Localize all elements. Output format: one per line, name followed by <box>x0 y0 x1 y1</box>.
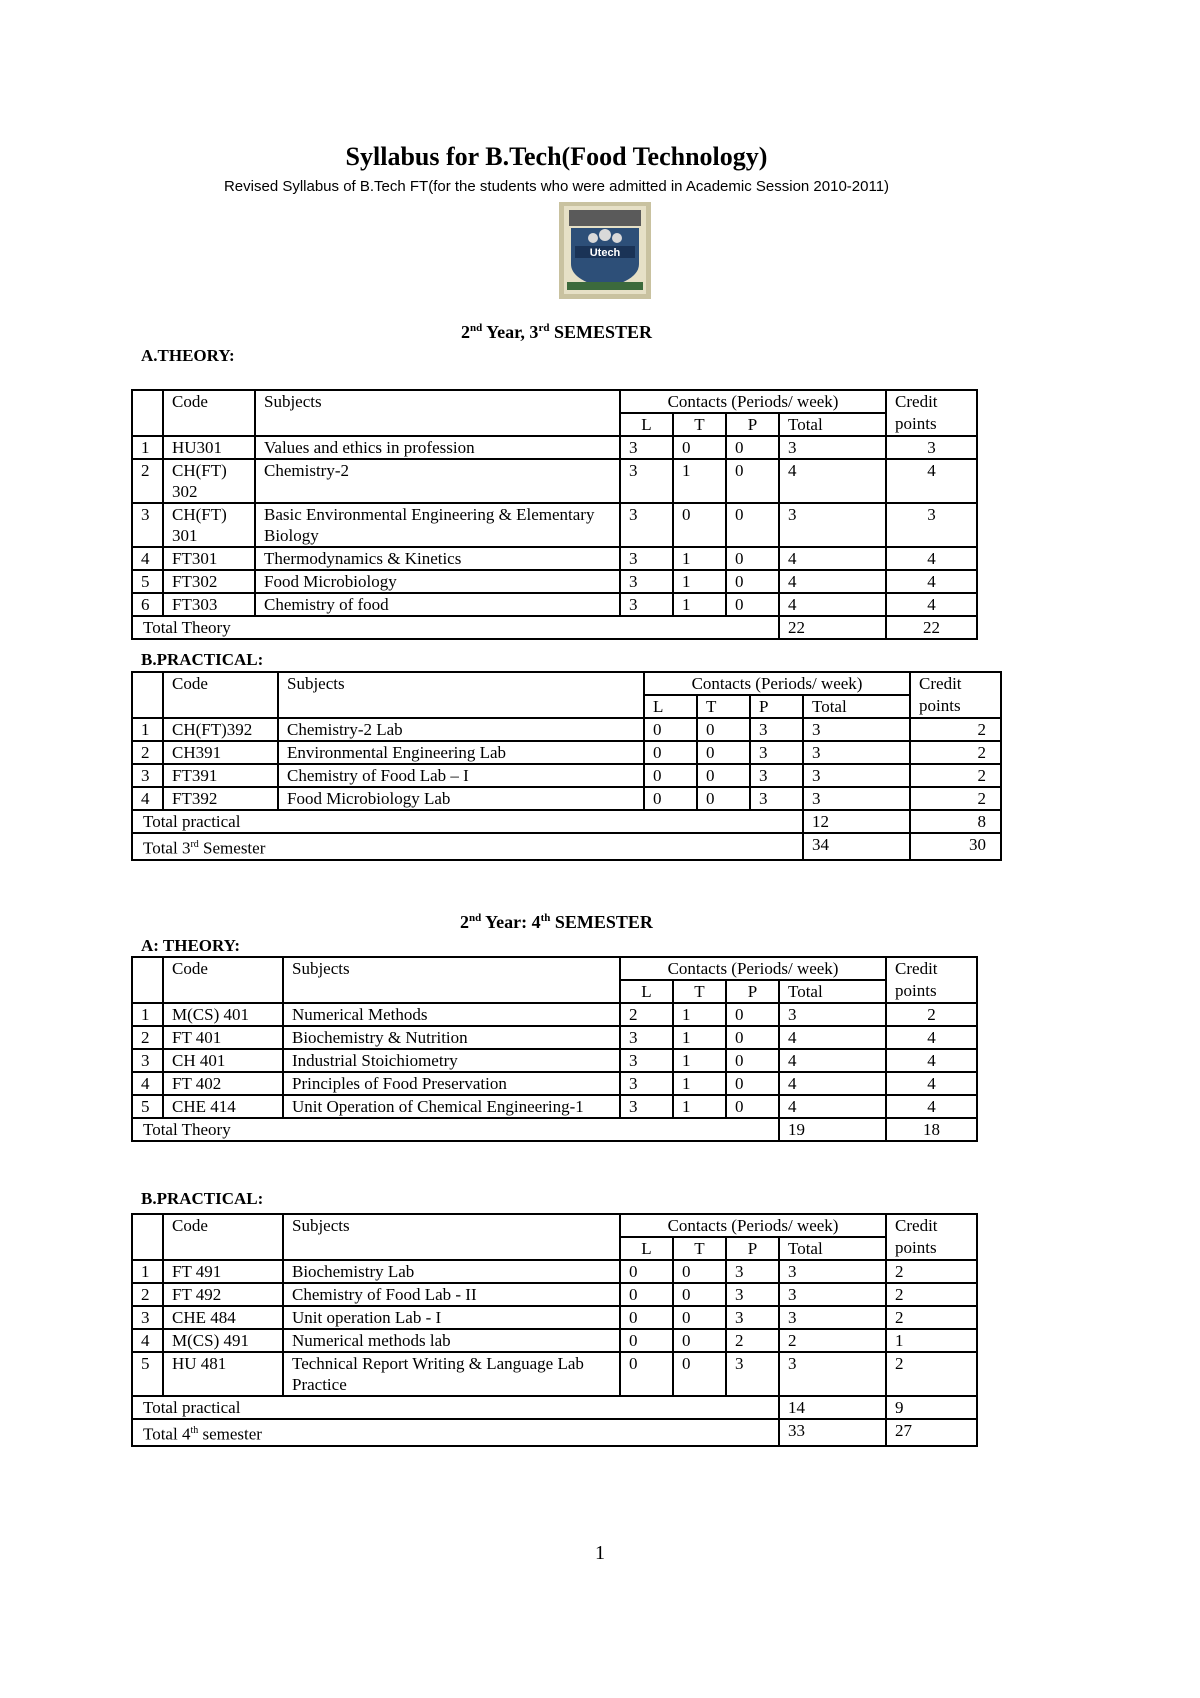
table-row <box>132 593 977 616</box>
cell-total: 4 <box>779 459 886 503</box>
cell-p: 0 <box>726 459 779 503</box>
table-header-row: Code Subjects Contacts (Periods/ week) Credit <box>132 390 977 413</box>
cell-total: 2 <box>779 1329 886 1352</box>
cell-n: 4 <box>132 787 163 810</box>
cell-code: CH(FT)392 <box>163 718 278 741</box>
cell-subject: Chemistry of Food Lab – I <box>278 764 644 787</box>
cell-t: 0 <box>673 1260 726 1283</box>
sem3-theory-table <box>131 389 978 640</box>
table-row <box>132 459 977 503</box>
cell-l: 0 <box>644 764 697 787</box>
cell-p: 3 <box>750 764 803 787</box>
cell-p: 3 <box>750 718 803 741</box>
cell-p: 0 <box>726 1072 779 1095</box>
cell-n: 1 <box>132 1003 163 1026</box>
cell-n: 3 <box>132 1049 163 1072</box>
cell-credit: 4 <box>886 1026 977 1049</box>
cell-subject: Chemistry-2 Lab <box>278 718 644 741</box>
cell-total: 4 <box>779 547 886 570</box>
table-row <box>132 1049 977 1072</box>
cell-subject: Food Microbiology <box>255 570 620 593</box>
cell-credit: 2 <box>910 718 1001 741</box>
cell-l: 2 <box>620 1003 673 1026</box>
cell-credit: 4 <box>886 547 977 570</box>
cell-total: 4 <box>779 1095 886 1118</box>
cell-t: 1 <box>673 547 726 570</box>
sem3-practical-label: B.PRACTICAL: <box>141 650 264 669</box>
cell-subject: Technical Report Writing & Language Lab Practice <box>283 1352 620 1396</box>
cell-p: 3 <box>750 787 803 810</box>
cell-p: 3 <box>750 741 803 764</box>
table-row <box>132 718 1001 741</box>
cell-total: 4 <box>779 1072 886 1095</box>
table-row <box>132 1352 977 1396</box>
cell-l: 0 <box>620 1306 673 1329</box>
cell-code: FT303 <box>163 593 255 616</box>
table-row: Total practical 14 9 <box>132 1396 977 1419</box>
cell-code: CH391 <box>163 741 278 764</box>
cell-l: 0 <box>620 1260 673 1283</box>
cell-n: 3 <box>132 764 163 787</box>
cell-total: 3 <box>779 1003 886 1026</box>
cell-p: 3 <box>726 1306 779 1329</box>
table-row <box>132 1026 977 1049</box>
cell-code: FT301 <box>163 547 255 570</box>
cell-code: FT 401 <box>163 1026 283 1049</box>
cell-t: 0 <box>697 787 750 810</box>
cell-code: CH(FT) 301 <box>163 503 255 547</box>
cell-credit: 4 <box>886 1095 977 1118</box>
sem4-practical-table <box>131 1213 978 1447</box>
table-header-row: Code Subjects Contacts (Periods/ week) Credit <box>132 672 1001 695</box>
cell-l: 3 <box>620 593 673 616</box>
cell-p: 0 <box>726 436 779 459</box>
cell-n: 2 <box>132 459 163 503</box>
table-header-row: L T P Total points <box>132 1237 977 1260</box>
table-row <box>132 1072 977 1095</box>
cell-subject: Values and ethics in profession <box>255 436 620 459</box>
cell-total: 3 <box>803 718 910 741</box>
cell-t: 1 <box>673 1095 726 1118</box>
document-title: Syllabus for B.Tech(Food Technology) <box>345 142 768 171</box>
cell-subject: Biochemistry Lab <box>283 1260 620 1283</box>
table-row: Total 3rd Semester 34 30 <box>132 833 1001 860</box>
cell-l: 3 <box>620 436 673 459</box>
cell-l: 3 <box>620 1095 673 1118</box>
cell-t: 1 <box>673 593 726 616</box>
cell-code: FT 492 <box>163 1283 283 1306</box>
cell-credit: 1 <box>886 1329 977 1352</box>
cell-t: 1 <box>673 1026 726 1049</box>
cell-credit: 4 <box>886 570 977 593</box>
cell-t: 1 <box>673 1072 726 1095</box>
cell-total: 3 <box>779 436 886 459</box>
cell-code: FT302 <box>163 570 255 593</box>
cell-total: 3 <box>779 1283 886 1306</box>
cell-t: 1 <box>673 459 726 503</box>
cell-subject: Unit Operation of Chemical Engineering-1 <box>283 1095 620 1118</box>
page-number: 1 <box>595 1542 605 1564</box>
table-header-row: Code Subjects Contacts (Periods/ week) Credit <box>132 957 977 980</box>
cell-n: 1 <box>132 436 163 459</box>
cell-credit: 4 <box>886 1049 977 1072</box>
cell-credit: 2 <box>910 787 1001 810</box>
table-row <box>132 1260 977 1283</box>
table-row <box>132 787 1001 810</box>
cell-l: 3 <box>620 570 673 593</box>
cell-code: CH 401 <box>163 1049 283 1072</box>
semester-3-heading: 2nd Year, 3rd SEMESTER <box>461 322 652 342</box>
cell-t: 0 <box>673 1329 726 1352</box>
cell-l: 3 <box>620 1072 673 1095</box>
cell-p: 0 <box>726 570 779 593</box>
cell-total: 4 <box>779 1049 886 1072</box>
cell-t: 0 <box>673 1306 726 1329</box>
table-row: Total 4th semester 33 27 <box>132 1419 977 1446</box>
cell-p: 0 <box>726 503 779 547</box>
cell-l: 3 <box>620 1026 673 1049</box>
cell-p: 0 <box>726 1095 779 1118</box>
table-row <box>132 436 977 459</box>
cell-p: 0 <box>726 1049 779 1072</box>
table-row <box>132 1306 977 1329</box>
table-row <box>132 741 1001 764</box>
cell-credit: 2 <box>886 1003 977 1026</box>
cell-code: CHE 414 <box>163 1095 283 1118</box>
cell-l: 0 <box>620 1329 673 1352</box>
sem3-theory-label: A.THEORY: <box>141 346 235 365</box>
table-row <box>132 503 977 547</box>
cell-total: 3 <box>779 1260 886 1283</box>
cell-subject: Chemistry of Food Lab - II <box>283 1283 620 1306</box>
cell-total: 3 <box>803 787 910 810</box>
cell-p: 0 <box>726 1003 779 1026</box>
cell-t: 1 <box>673 570 726 593</box>
table-header-row: L T P Total points <box>132 413 977 436</box>
cell-l: 0 <box>644 741 697 764</box>
cell-n: 2 <box>132 1283 163 1306</box>
cell-p: 0 <box>726 1026 779 1049</box>
cell-n: 1 <box>132 1260 163 1283</box>
cell-subject: Numerical Methods <box>283 1003 620 1026</box>
cell-l: 3 <box>620 503 673 547</box>
cell-credit: 2 <box>886 1306 977 1329</box>
university-logo <box>559 202 651 299</box>
table-row <box>132 547 977 570</box>
table-row <box>132 570 977 593</box>
cell-total: 3 <box>779 503 886 547</box>
cell-code: CHE 484 <box>163 1306 283 1329</box>
sem4-theory-label: A: THEORY: <box>141 936 241 955</box>
cell-t: 0 <box>697 741 750 764</box>
sem4-theory-table <box>131 956 978 1142</box>
semester-4-heading: 2nd Year: 4th SEMESTER <box>460 912 653 932</box>
cell-l: 0 <box>620 1283 673 1306</box>
cell-code: M(CS) 401 <box>163 1003 283 1026</box>
cell-n: 2 <box>132 741 163 764</box>
cell-total: 3 <box>803 741 910 764</box>
table-header-row: L T P Total points <box>132 695 1001 718</box>
cell-n: 5 <box>132 1095 163 1118</box>
cell-n: 3 <box>132 1306 163 1329</box>
cell-l: 3 <box>620 547 673 570</box>
cell-l: 0 <box>644 787 697 810</box>
cell-n: 4 <box>132 1329 163 1352</box>
cell-subject: Biochemistry & Nutrition <box>283 1026 620 1049</box>
cell-total: 3 <box>803 764 910 787</box>
table-row <box>132 1003 977 1026</box>
cell-p: 3 <box>726 1283 779 1306</box>
cell-subject: Thermodynamics & Kinetics <box>255 547 620 570</box>
cell-subject: Principles of Food Preservation <box>283 1072 620 1095</box>
cell-p: 3 <box>726 1352 779 1396</box>
cell-t: 0 <box>673 1283 726 1306</box>
cell-code: HU 481 <box>163 1352 283 1396</box>
cell-n: 6 <box>132 593 163 616</box>
table-row: Total Theory 22 22 <box>132 616 977 639</box>
cell-subject: Food Microbiology Lab <box>278 787 644 810</box>
cell-l: 3 <box>620 1049 673 1072</box>
cell-code: FT 402 <box>163 1072 283 1095</box>
cell-n: 5 <box>132 1352 163 1396</box>
cell-p: 0 <box>726 547 779 570</box>
cell-total: 4 <box>779 593 886 616</box>
cell-t: 0 <box>673 503 726 547</box>
table-row <box>132 1329 977 1352</box>
cell-credit: 3 <box>886 436 977 459</box>
table-header-row: Code Subjects Contacts (Periods/ week) Credit <box>132 1214 977 1237</box>
cell-credit: 4 <box>886 459 977 503</box>
cell-t: 1 <box>673 1003 726 1026</box>
cell-credit: 2 <box>910 764 1001 787</box>
cell-code: HU301 <box>163 436 255 459</box>
table-row: Total Theory 19 18 <box>132 1118 977 1141</box>
cell-total: 3 <box>779 1352 886 1396</box>
cell-code: M(CS) 491 <box>163 1329 283 1352</box>
table-row: Total practical 12 8 <box>132 810 1001 833</box>
cell-t: 0 <box>697 764 750 787</box>
document-subtitle: Revised Syllabus of B.Tech FT(for the students who were admitted in Academic Session 2010-2011) <box>223 178 890 195</box>
cell-subject: Chemistry-2 <box>255 459 620 503</box>
cell-code: CH(FT) 302 <box>163 459 255 503</box>
cell-n: 1 <box>132 718 163 741</box>
cell-subject: Environmental Engineering Lab <box>278 741 644 764</box>
cell-subject: Chemistry of food <box>255 593 620 616</box>
cell-l: 0 <box>620 1352 673 1396</box>
cell-code: FT392 <box>163 787 278 810</box>
cell-l: 3 <box>620 459 673 503</box>
cell-t: 0 <box>673 1352 726 1396</box>
cell-total: 4 <box>779 570 886 593</box>
table-row <box>132 764 1001 787</box>
cell-credit: 4 <box>886 1072 977 1095</box>
cell-t: 0 <box>673 436 726 459</box>
cell-p: 3 <box>726 1260 779 1283</box>
cell-code: FT391 <box>163 764 278 787</box>
cell-subject: Unit operation Lab - I <box>283 1306 620 1329</box>
cell-credit: 2 <box>886 1260 977 1283</box>
cell-n: 2 <box>132 1026 163 1049</box>
cell-credit: 2 <box>886 1283 977 1306</box>
cell-subject: Basic Environmental Engineering & Elementary Biology <box>255 503 620 547</box>
cell-code: FT 491 <box>163 1260 283 1283</box>
cell-credit: 2 <box>910 741 1001 764</box>
table-row <box>132 1095 977 1118</box>
cell-l: 0 <box>644 718 697 741</box>
cell-t: 1 <box>673 1049 726 1072</box>
cell-t: 0 <box>697 718 750 741</box>
cell-n: 5 <box>132 570 163 593</box>
table-row <box>132 1283 977 1306</box>
cell-n: 4 <box>132 547 163 570</box>
sem4-practical-label: B.PRACTICAL: <box>141 1189 264 1208</box>
cell-credit: 2 <box>886 1352 977 1396</box>
cell-n: 4 <box>132 1072 163 1095</box>
cell-n: 3 <box>132 503 163 547</box>
cell-subject: Numerical methods lab <box>283 1329 620 1352</box>
cell-subject: Industrial Stoichiometry <box>283 1049 620 1072</box>
cell-p: 2 <box>726 1329 779 1352</box>
cell-credit: 4 <box>886 593 977 616</box>
cell-total: 3 <box>779 1306 886 1329</box>
cell-credit: 3 <box>886 503 977 547</box>
sem3-practical-table <box>131 671 1002 861</box>
table-header-row: L T P Total points <box>132 980 977 1003</box>
logo-text: Utech <box>589 247 621 259</box>
cell-p: 0 <box>726 593 779 616</box>
cell-total: 4 <box>779 1026 886 1049</box>
